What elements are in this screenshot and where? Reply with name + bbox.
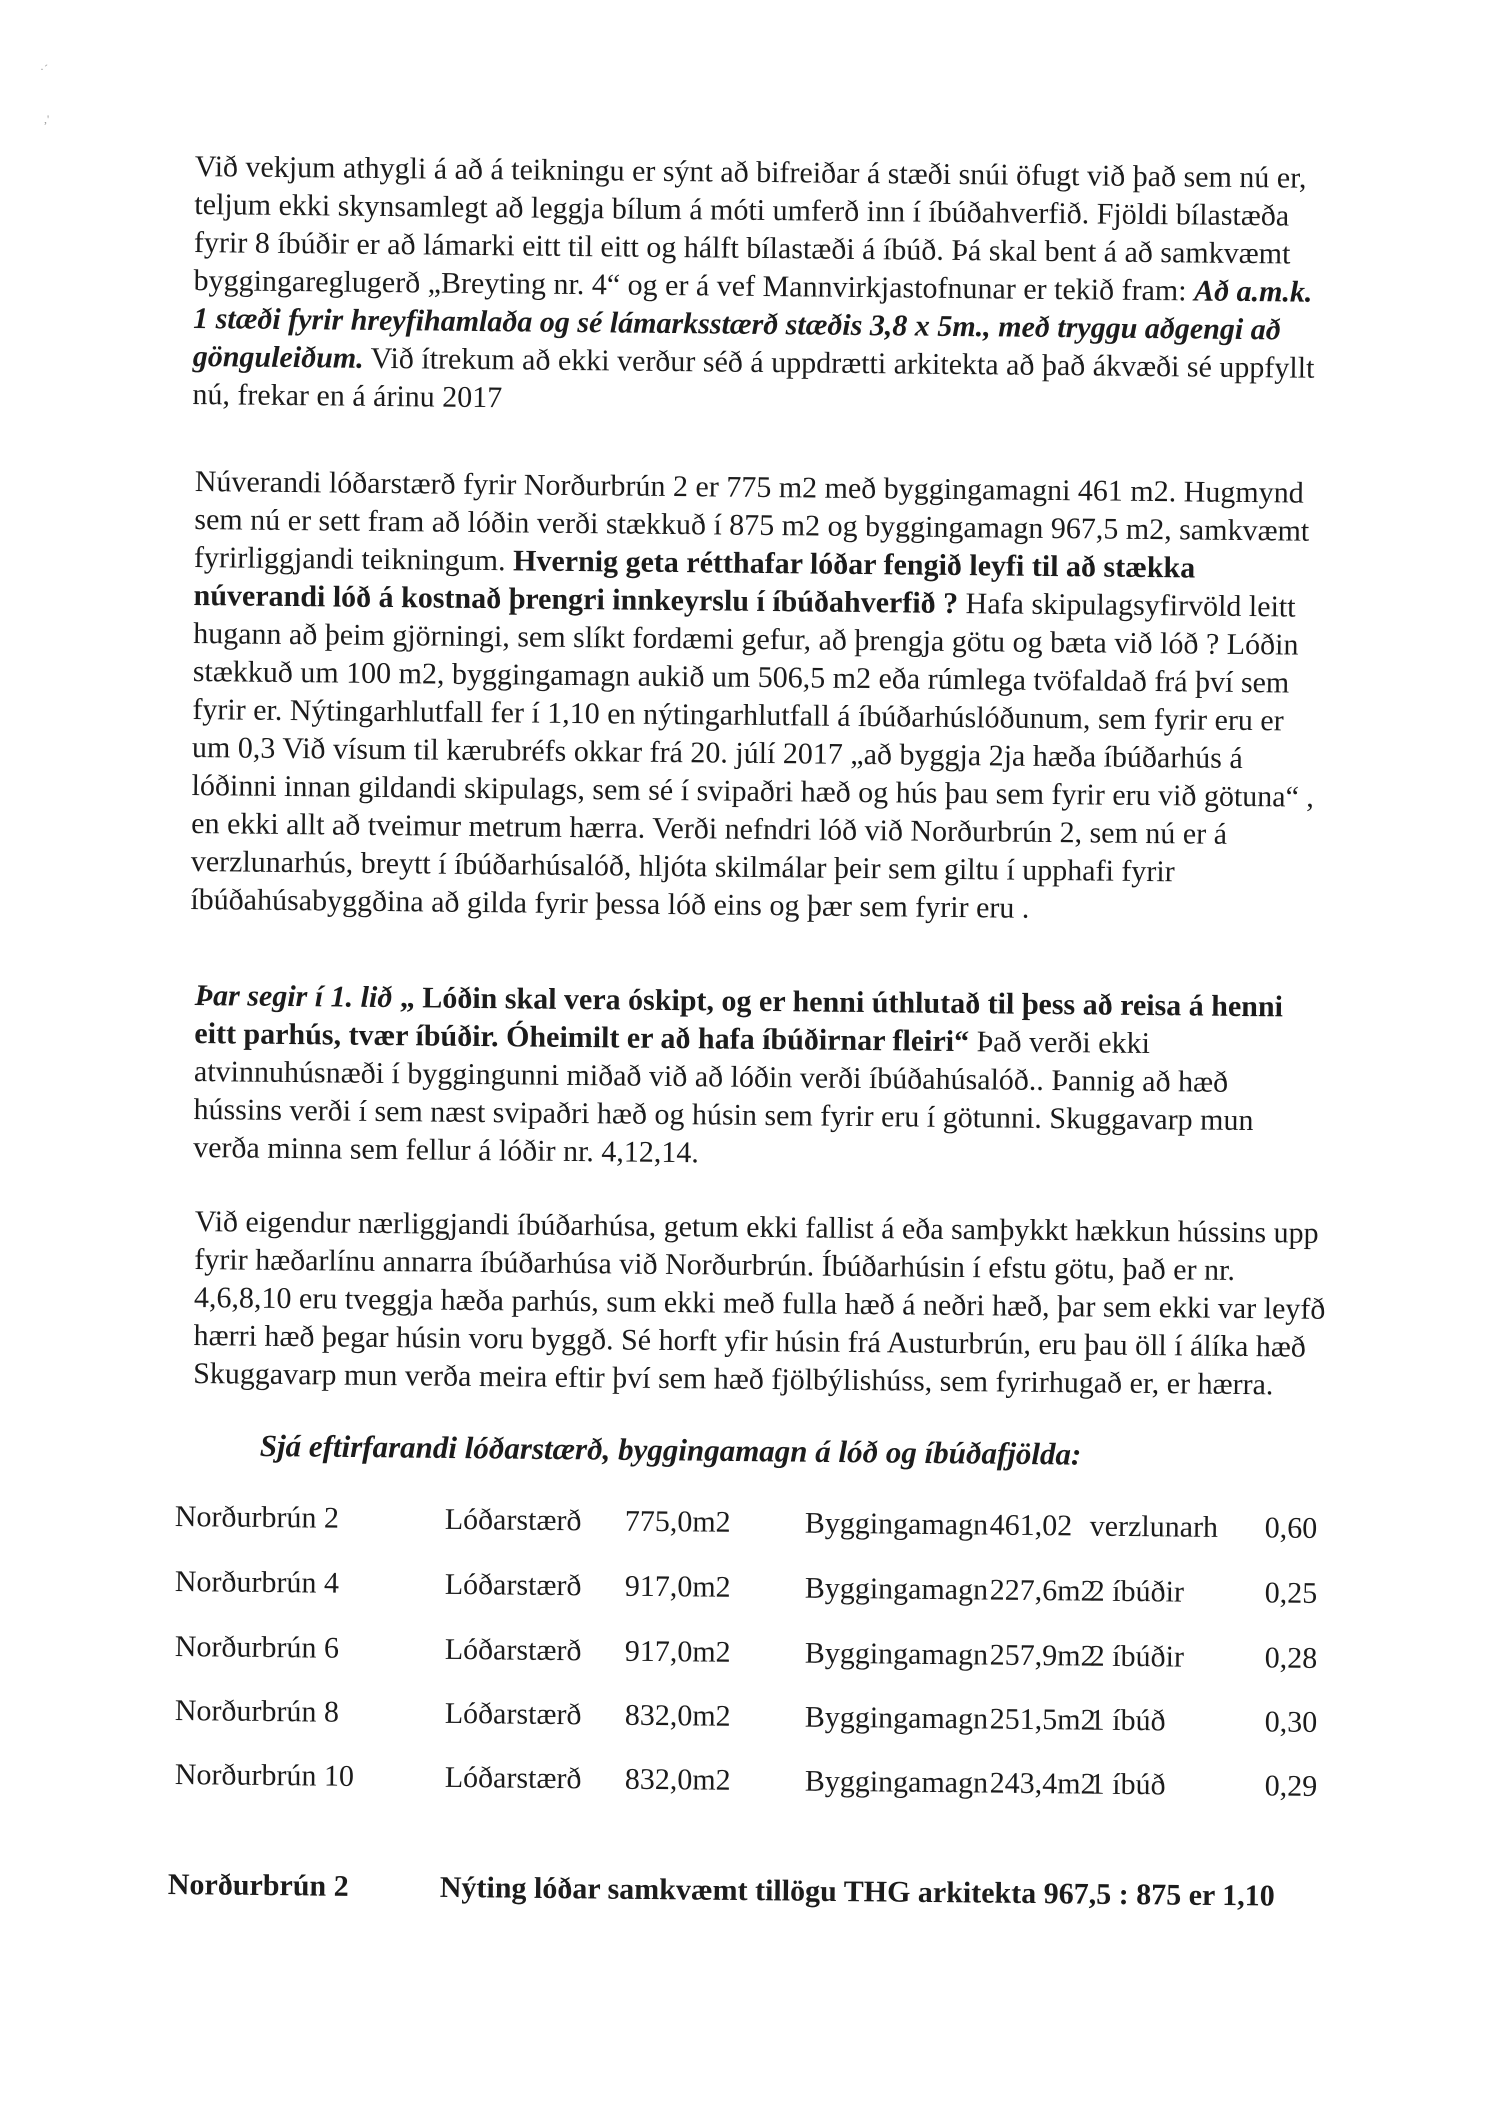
- table-row: [175, 1630, 1335, 1682]
- text-line: um 0,3 Við vísum til kærubréfs okkar frá 20. júlí 2017 „að byggja 2ja hæða íbúðarhús á: [191, 730, 1243, 775]
- table-row: [175, 1694, 1335, 1746]
- text-line: Núverandi lóðarstærð fyrir Norðurbrún 2 er 775 m2 með byggingamagni 461 m2. Hugmynd: [194, 464, 1304, 510]
- text-run: fyrirliggjandi teikningum.: [193, 540, 514, 578]
- lot-size-cell: 917,0m2: [624, 1569, 731, 1604]
- text-line: íbúðahúsabyggðina að gilda fyrir þessa lóð eins og þær sem fyrir eru .: [190, 882, 1030, 925]
- bold-text: Hvernig geta rétthafar lóðar fengið leyfi til að stækka: [512, 544, 1196, 585]
- paragraph-parking: [192, 148, 1355, 426]
- lot-size-cell: 775,0m2: [624, 1504, 731, 1539]
- use-cell: 1 íbúð: [1089, 1703, 1166, 1738]
- emphasis-text: Að a.m.k.: [1193, 274, 1313, 309]
- text-line: en ekki allt að tveimur metrum hærra. Verði nefndri lóð við Norðurbrún 2, sem nú er á: [191, 806, 1228, 851]
- text-line: 4,6,8,10 eru tveggja hæða parhús, sum ekki með fulla hæð á neðri hæð, þar sem ekki var leyfð: [193, 1280, 1326, 1326]
- text-line: Við vekjum athygli á að á teikningu er sýnt að bifreiðar á stæði snúi öfugt við það sem nú er,: [194, 149, 1307, 195]
- ratio-cell: 0,30: [1264, 1705, 1318, 1739]
- text-line: sem nú er sett fram að lóðin verði stækkuð í 875 m2 og byggingamagn 967,5 m2, samkvæmt: [194, 502, 1310, 548]
- lot-size-cell: 832,0m2: [624, 1762, 731, 1797]
- emphasis-text: gönguleiðum.: [192, 339, 364, 375]
- street-cell: Norðurbrún 6: [174, 1630, 340, 1665]
- paragraph-terms: [193, 977, 1355, 1179]
- text-line: hærri hæð þegar húsin voru byggð. Sé horft yfir húsin frá Austurbrún, eru þau öll í álíka hæð: [193, 1318, 1307, 1364]
- text-line: Skuggavarp mun verða meira eftir því sem hæð fjölbýlishúss, sem fyrirhugað er, er hærra.: [193, 1356, 1274, 1402]
- text-line: verzlunarhús, breytt í íbúðarhúsalóð, hljóta skilmálar þeir sem giltu í upphafi fyrir: [190, 844, 1175, 889]
- lot-label-cell: Lóðarstærð: [444, 1760, 582, 1796]
- mass-cell: 257,9m2: [989, 1638, 1096, 1673]
- street-cell: Norðurbrún 4: [174, 1565, 340, 1600]
- use-cell: 1 íbúð: [1089, 1767, 1166, 1802]
- lot-label-cell: Lóðarstærð: [444, 1632, 582, 1668]
- text-line: verða minna sem fellur á lóðir nr. 4,12,14.: [193, 1130, 700, 1170]
- lot-size-cell: 917,0m2: [624, 1634, 731, 1669]
- mass-cell: 227,6m2: [989, 1573, 1096, 1608]
- mass-cell: 243,4m2: [989, 1766, 1096, 1801]
- use-cell: 2 íbúðir: [1089, 1639, 1185, 1674]
- lot-label-cell: Lóðarstærð: [444, 1567, 582, 1603]
- mass-label-cell: Byggingamagn: [804, 1506, 989, 1542]
- ratio-cell: 0,29: [1264, 1769, 1318, 1803]
- mass-cell: 251,5m2: [989, 1702, 1096, 1737]
- summary-text: Nýting lóðar samkvæmt tillögu THG arkitekta 967,5 : 875 er 1,10: [439, 1870, 1275, 1913]
- emphasis-text: Þar segir í 1. lið: [194, 978, 393, 1015]
- text-line: lóðinni innan gildandi skipulags, sem sé í svipaðri hæð og hús þau sem fyrir eru við götuna“ ,: [191, 768, 1315, 814]
- table-row: [175, 1565, 1335, 1617]
- bold-text: núverandi lóð á kostnað þrengri innkeyrslu í íbúðahverfið ?: [193, 578, 959, 620]
- use-cell: 2 íbúðir: [1089, 1574, 1185, 1609]
- text-line: fyrir hæðarlínu annarra íbúðarhúsa við Norðurbrún. Íbúðarhúsin í efstu götu, það er nr.: [194, 1242, 1236, 1287]
- street-cell: Norðurbrún 2: [174, 1500, 340, 1535]
- mass-label-cell: Byggingamagn: [804, 1764, 989, 1800]
- scan-speck: ·´: [40, 62, 48, 76]
- ratio-cell: 0,28: [1264, 1641, 1318, 1675]
- text-line: fyrir 8 íbúðir er að lámarki eitt til eitt og hálft bílastæði á íbúð. Þá skal bent á að samkvæmt: [193, 225, 1291, 271]
- summary-line: [168, 1868, 1328, 1924]
- mass-cell: 461,02: [989, 1508, 1073, 1543]
- mass-label-cell: Byggingamagn: [804, 1636, 989, 1672]
- ratio-cell: 0,60: [1264, 1511, 1318, 1545]
- text-line: hugann að þeim gjörningi, sem slíkt fordæmi gefur, að þrengja götu og bæta við lóð ? Lóðin: [193, 616, 1299, 662]
- emphasis-line: 1 stæði fyrir hreyfihamlaða og sé lámarksstærð stæðis 3,8 x 5m., með tryggu aðgengi að: [193, 301, 1281, 347]
- bold-text: „ Lóðin skal vera óskipt, og er henni úthlutað til þess að reisa á henni: [392, 981, 1284, 1024]
- table-heading: Sjá eftirfarandi lóðarstærð, byggingamagn á lóð og íbúðafjölda:: [259, 1428, 1082, 1472]
- text-run: byggingareglugerð „Breyting nr. 4“ og er á vef Mannvirkjastofnunar er tekið fram:: [193, 263, 1195, 308]
- text-line: nú, frekar en á árinu 2017: [192, 377, 503, 415]
- street-cell: Norðurbrún 8: [174, 1694, 340, 1729]
- text-run: Við ítrekum að ekki verður séð á uppdrætti arkitekta að það ákvæði sé uppfyllt: [363, 341, 1315, 385]
- text-line: hússins verði í sem næst svipaðri hæð og húsin sem fyrir eru í götunni. Skuggavarp mun: [193, 1092, 1254, 1138]
- lot-label-cell: Lóðarstærð: [444, 1502, 582, 1538]
- table-row: [175, 1500, 1335, 1552]
- text-run: Það verði ekki: [968, 1025, 1151, 1061]
- text-run: Hafa skipulagsyfirvöld leitt: [957, 587, 1296, 624]
- table-row: [175, 1758, 1335, 1810]
- text-line: stækkuð um 100 m2, byggingamagn aukið um 506,5 m2 eða rúmlega tvöfaldað frá því sem: [192, 654, 1290, 700]
- text-line: atvinnuhúsnæði í byggingunni miðað við að lóðin verði íbúðahúsalóð.. Þannig að hæð: [193, 1054, 1229, 1099]
- paragraph-lot-size: [190, 463, 1355, 931]
- lot-label-cell: Lóðarstærð: [444, 1696, 582, 1732]
- text-line: Við eigendur nærliggjandi íbúðarhúsa, getum ekki fallist á eða samþykkt hækkun hússins upp: [194, 1204, 1319, 1250]
- mass-label-cell: Byggingamagn: [804, 1700, 989, 1736]
- lot-size-cell: 832,0m2: [624, 1698, 731, 1733]
- use-cell: verzlunarh: [1089, 1509, 1219, 1544]
- text-line: teljum ekki skynsamlegt að leggja bílum á móti umferð inn í íbúðahverfið. Fjöldi bílastæða: [194, 187, 1290, 233]
- mass-label-cell: Byggingamagn: [804, 1571, 989, 1607]
- scan-speck: ,': [44, 112, 50, 126]
- street-cell: Norðurbrún 10: [174, 1758, 355, 1793]
- ratio-cell: 0,25: [1264, 1576, 1318, 1610]
- bold-text: eitt parhús, tvær íbúðir. Óheimilt er að hafa íbúðirnar fleiri“: [194, 1016, 970, 1059]
- paragraph-height: [193, 1203, 1355, 1405]
- text-line: fyrir er. Nýtingarhlutfall fer í 1,10 en nýtingarhlutfall á íbúðarhúslóðunum, sem fyrir eru er: [192, 692, 1284, 738]
- summary-street: Norðurbrún 2: [167, 1868, 349, 1903]
